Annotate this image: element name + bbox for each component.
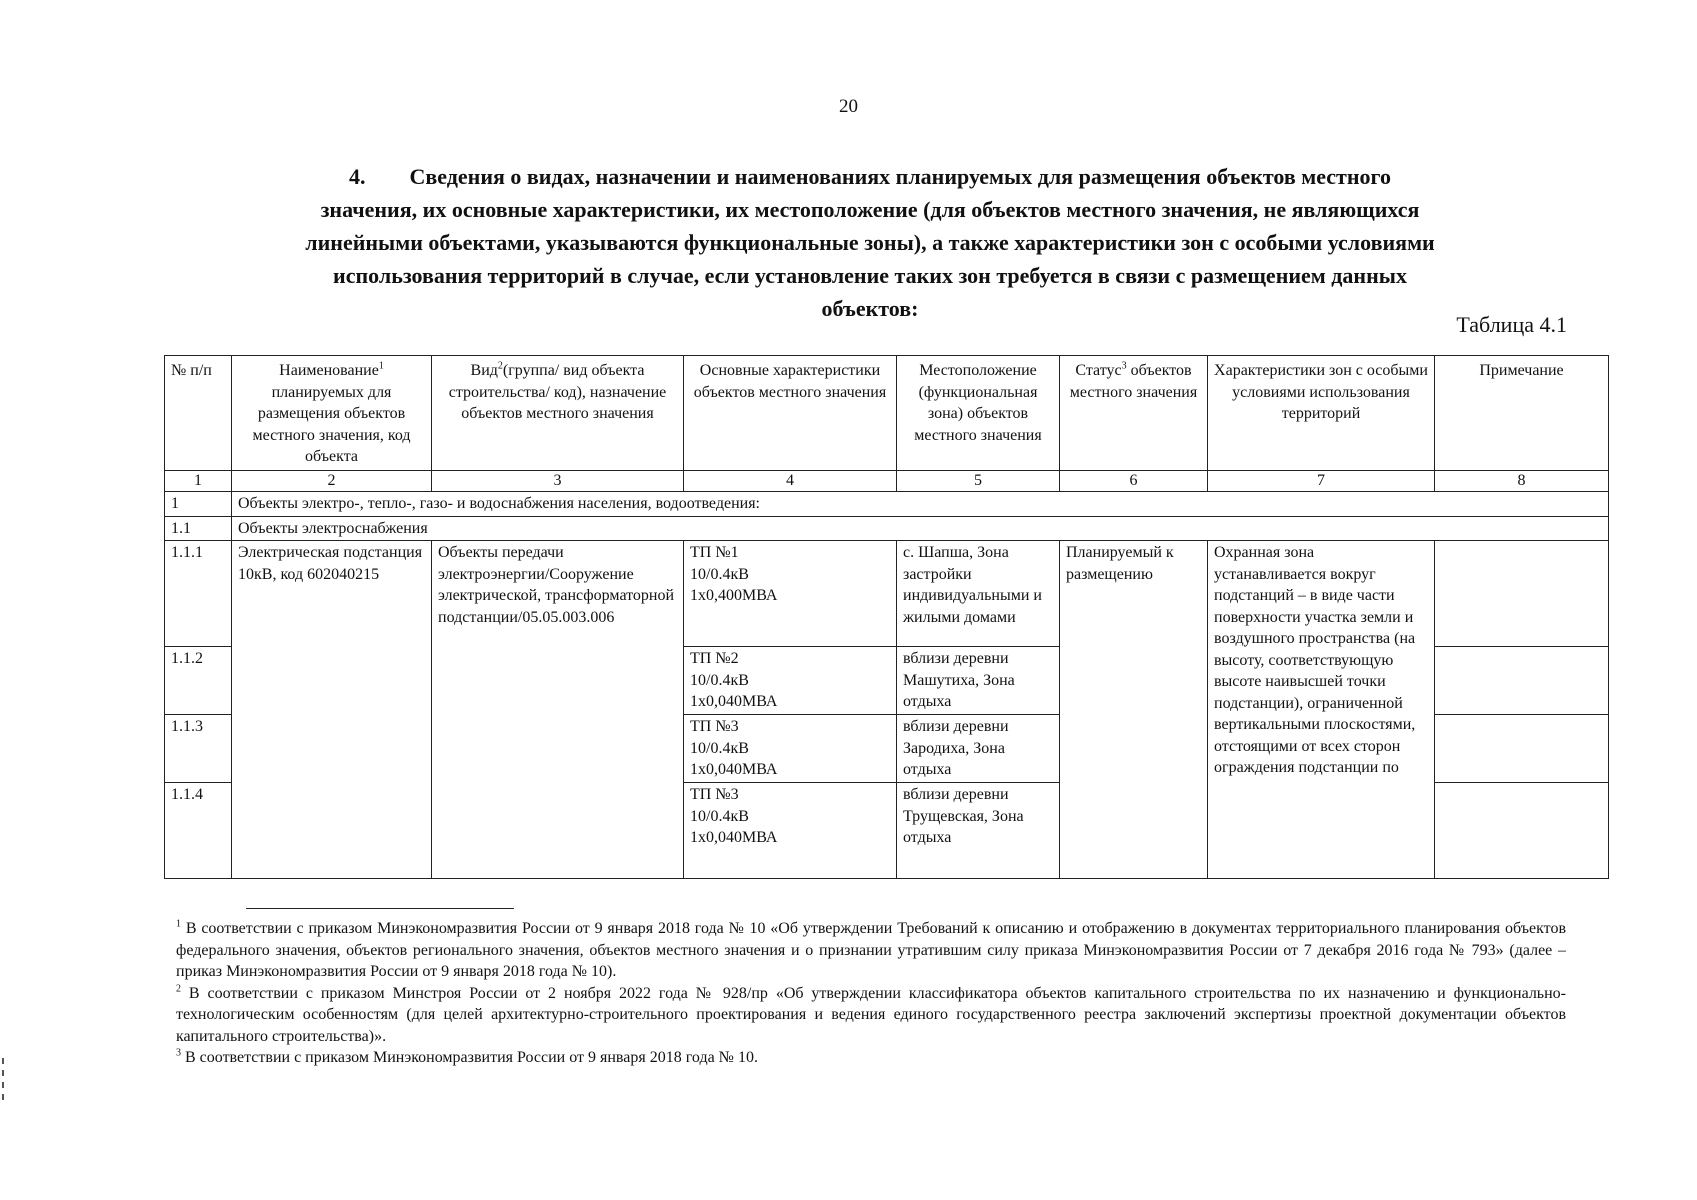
footnotes	[176, 918, 1566, 1069]
heading-line: использования территорий в случае, если установление таких зон требуется в связи с размещением данных	[333, 263, 1407, 288]
location-cell: с. Шапша, Зона застройки индивидуальными и жилыми домами	[897, 541, 1060, 647]
characteristic-line: 1х0,040МВА	[690, 693, 778, 710]
scan-edge-mark	[2, 1094, 4, 1100]
footnote-ref: 2	[497, 360, 503, 372]
subsection-title: Объекты электроснабжения	[232, 516, 1609, 541]
header-cell-note: Примечание	[1435, 356, 1609, 471]
heading-number: 4.	[349, 164, 366, 189]
column-index-cell: 1	[165, 471, 232, 492]
characteristics-cell	[684, 647, 897, 715]
zone-cell: Охранная зона устанавливается вокруг подстанций – в виде части поверхности участка земли и воздушного пространства (на высоту, соответствующую высоте наивысшей точки подстанции), ограниченной вертикальными плоскостями, отстоящими от всех сторон ограждения подстанции по	[1208, 541, 1435, 879]
characteristic-line: 10/0.4кВ	[690, 565, 749, 583]
characteristics-cell	[684, 783, 897, 879]
column-index-cell: 5	[897, 471, 1060, 492]
column-index-row	[165, 471, 1609, 492]
footnote	[176, 983, 1566, 1048]
heading-line: линейными объектами, указываются функциональные зоны), а также характеристики зон с особыми условиями	[305, 230, 1435, 255]
characteristic-line: 10/0.4кВ	[690, 739, 749, 757]
location-cell: вблизи деревни Трущевская, Зона отдыха	[897, 783, 1060, 879]
header-text: объектов местного значения	[1069, 362, 1198, 401]
heading-text: Сведения о видах, назначении и наименованиях планируемых для размещения объектов местного	[409, 164, 1391, 189]
header-cell-characteristics: Основные характеристики объектов местного значения	[684, 356, 897, 471]
footnote-text: В соответствии с приказом Минэкономразвития России от 9 января 2018 года № 10 «Об утверждении Требований к описанию и отображению в документах территориального планирования объектов федерального значения, объектов регионального значения, объектов местного значения и о признании утратившим силу приказа Минэкономразвития России от 7 декабря 2016 года № 793» (далее – приказ Минэкономразвития России от 9 января 2018 года № 10).	[176, 920, 1566, 980]
section-row	[165, 492, 1609, 517]
characteristic-line: ТП №3	[690, 786, 739, 803]
footnote-text: В соответствии с приказом Минстроя России от 2 ноября 2022 года № 928/пр «Об утверждении классификатора объектов капитального строительства по их назначению и функционально-технологическим особенностям (для целей архитектурно-строительного проектирования и ведения единого государственного реестра заключений экспертизы проектной документации объектов капитального строительства)».	[176, 984, 1566, 1045]
heading-line: значения, их основные характеристики, их местоположение (для объектов местного значения, не являющихся	[320, 197, 1420, 222]
header-cell-location: Местоположение (функциональная зона) объектов местного значения	[897, 356, 1060, 471]
subsection-number: 1.1	[165, 516, 232, 541]
header-text: Статус	[1075, 362, 1122, 379]
characteristics-cell	[684, 715, 897, 783]
header-cell-status	[1060, 356, 1208, 471]
row-number: 1.1.3	[165, 715, 232, 783]
section-title: Объекты электро-, тепло-, газо- и водоснабжения населения, водоотведения:	[232, 492, 1609, 517]
scan-edge-mark	[2, 1070, 4, 1076]
header-text: Вид	[470, 362, 498, 379]
column-index-cell: 3	[432, 471, 684, 492]
header-text: (группа/ вид объекта строительства/ код), назначение объектов местного значения	[448, 362, 667, 422]
object-name-cell: Электрическая подстанция 10кВ, код 602040215	[232, 541, 432, 879]
characteristic-line: ТП №1	[690, 544, 739, 561]
location-cell: вблизи деревни Машутиха, Зона отдыха	[897, 647, 1060, 715]
heading-line: объектов:	[821, 296, 919, 321]
header-text: Наименование	[279, 362, 379, 379]
characteristic-line: ТП №2	[690, 650, 739, 667]
row-number: 1.1.2	[165, 647, 232, 715]
column-index-cell: 4	[684, 471, 897, 492]
footnote-ref: 1	[378, 360, 384, 372]
characteristic-line: 1х0,040МВА	[690, 829, 778, 846]
table-caption: Таблица 4.1	[1456, 312, 1567, 337]
status-cell: Планируемый к размещению	[1060, 541, 1208, 879]
column-index-cell: 2	[232, 471, 432, 492]
column-index-cell: 6	[1060, 471, 1208, 492]
footnote	[176, 1047, 1566, 1069]
note-cell	[1435, 715, 1609, 783]
header-cell-name	[232, 356, 432, 471]
section-heading	[170, 160, 1570, 325]
heading-line	[170, 160, 1570, 193]
header-cell-kind	[432, 356, 684, 471]
footnote-text: В соответствии с приказом Минэкономразвития России от 9 января 2018 года № 10.	[185, 1049, 758, 1066]
subsection-row	[165, 516, 1609, 541]
footnote-ref: 3	[1121, 360, 1127, 372]
footnote-mark: 2	[176, 983, 181, 995]
characteristic-line: 1х0,400МВА	[690, 587, 778, 604]
header-cell-number: № п/п	[165, 356, 232, 471]
table-row	[165, 541, 1609, 647]
object-kind-cell: Объекты передачи электроэнергии/Сооружение электрической, трансформаторной подстанции/05.05.003.006	[432, 541, 684, 879]
header-cell-zones: Характеристики зон с особыми условиями использования территорий	[1208, 356, 1435, 471]
characteristic-line: 10/0.4кВ	[690, 671, 749, 689]
note-cell	[1435, 541, 1609, 647]
objects-table	[164, 355, 1609, 879]
column-index-cell: 8	[1435, 471, 1609, 492]
note-cell	[1435, 647, 1609, 715]
footnote-divider	[246, 908, 514, 909]
characteristic-line: ТП №3	[690, 718, 739, 735]
characteristic-line: 1х0,040МВА	[690, 761, 778, 778]
header-text: планируемых для размещения объектов местного значения, код объекта	[252, 383, 411, 465]
characteristic-line: 10/0.4кВ	[690, 807, 749, 825]
location-cell: вблизи деревни Зародиха, Зона отдыха	[897, 715, 1060, 783]
characteristics-cell	[684, 541, 897, 647]
section-number: 1	[165, 492, 232, 517]
scan-edge-mark	[2, 1058, 4, 1064]
scan-edge-mark	[2, 1082, 4, 1088]
footnote-mark: 3	[176, 1047, 181, 1059]
footnote-mark: 1	[176, 918, 181, 930]
header-row	[165, 356, 1609, 471]
page-number: 20	[839, 96, 858, 117]
footnote	[176, 918, 1566, 983]
column-index-cell: 7	[1208, 471, 1435, 492]
note-cell	[1435, 783, 1609, 879]
row-number: 1.1.1	[165, 541, 232, 647]
row-number: 1.1.4	[165, 783, 232, 879]
